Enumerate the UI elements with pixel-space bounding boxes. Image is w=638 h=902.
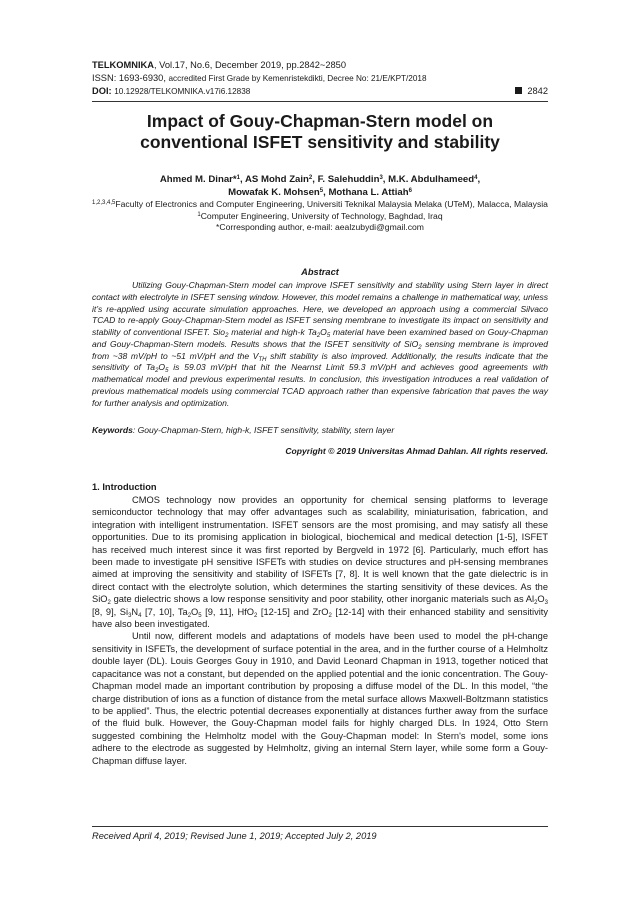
abstract-text-8: is 59.03 mV/pH that hit the Nearnst Limit 59.3 mV/pH and achieves good agreements with mathematical model and previous experimental results. In conclusion, this investigation introduces a real validation of previous mathematical models using commercial TCAD approach rather than expensive fabrication that paves the way for further analysis and optimization.	[92, 362, 548, 408]
author-2-affil: 2	[308, 175, 313, 181]
journal-citation-line	[92, 59, 548, 72]
abstract-body	[92, 280, 548, 409]
author-1-affil: 1	[236, 175, 240, 181]
paragraph: Until now, different models and adaptations of models have been used to model the pH-change sensitivity in ISFETs, the development of surface potential in the area, and in the further course of a Helmholtz double layer (DL). Louis Georges Gouy in 1910, and David Leonard Chapman in 1913, together noticed that capacitance was not a constant, but depended on the applied potential and the ionic concentration. The Gouy-Chapman model made an important contribution by proposing a diffuse model of the DL. In this model, “the charge distribution of ions as a function of distance from the metal surface allows Maxwell-Boltzmann statistics to be applied”. Thus, the electric potential decreases exponentially at distances further away from the surface of the fluid bulk. However, the Gouy-Chapman model fails for highly charged DLs. In 1924, Otto Stern suggested combining the Helmholtz model with the Gouy-Chapman model: In Stern's model, some ions adhere to the electrode as suggested by Helmholtz, giving an internal Stern layer, while some form a Gouy-Chapman diffuse layer.	[92, 631, 548, 766]
page-number-text: 2842	[527, 86, 548, 96]
author-5: Mowafak K. Mohsen	[228, 187, 320, 198]
paper-title: Impact of Gouy-Chapman-Stern model on conventional ISFET sensitivity and stability	[140, 111, 500, 152]
chemical-subscript: 5	[198, 612, 202, 619]
author-5-affil: 5	[319, 188, 324, 194]
abstract-subscript: 2	[155, 368, 159, 375]
page-number	[515, 85, 548, 98]
paragraph-text: N	[131, 606, 139, 617]
issn: ISSN: 1693-6930,	[92, 73, 169, 83]
issn-line	[92, 72, 548, 85]
chemical-subscript: 3	[544, 600, 548, 607]
abstract-heading: Abstract	[301, 267, 339, 277]
affiliation-1	[92, 199, 548, 211]
doi: 10.12928/TELKOMNIKA.v17i6.12838	[114, 87, 251, 96]
affiliations	[92, 199, 548, 234]
section-heading: 1. Introduction	[92, 482, 157, 492]
received-dates: Received April 4, 2019; Revised June 1, 2019; Accepted July 2, 2019	[92, 831, 377, 841]
doi-line	[92, 85, 548, 98]
abstract-text-3: O	[320, 327, 327, 337]
affiliation-1-marker: 1,2,3,4,5	[92, 200, 116, 206]
author-3: , F. Salehuddin	[312, 174, 380, 185]
copyright-notice: Copyright © 2019 Universitas Ahmad Dahlan. All rights reserved.	[285, 446, 548, 456]
chemical-subscript: 2	[534, 600, 538, 607]
chemical-subscript: 4	[138, 612, 142, 619]
paragraph-text: [9, 11], HfO	[201, 606, 254, 617]
paragraph-text: O	[191, 606, 199, 617]
abstract-subscript: TH	[258, 356, 267, 363]
paragraph-text: [7, 10], Ta	[141, 606, 188, 617]
author-6-affil: 6	[408, 188, 412, 194]
footer-divider	[92, 826, 548, 827]
paragraph-text: O	[537, 594, 545, 605]
paragraph	[92, 494, 548, 630]
author-4: , M.K. Abdulhameed	[382, 174, 475, 185]
journal-volume: , Vol.17, No.6, December 2019, pp.2842~2850	[153, 60, 347, 70]
author-6: , Mothana L. Attiah	[323, 187, 409, 198]
keywords	[92, 425, 548, 435]
chemical-subscript: 3	[128, 612, 132, 619]
author-2: , AS Mohd Zain	[239, 174, 309, 185]
author-separator: ,	[477, 174, 481, 185]
header-divider	[92, 101, 548, 102]
doi-label: DOI:	[92, 86, 115, 96]
abstract-subscript: 2	[316, 333, 321, 339]
accreditation: accredited First Grade by Kemenristekdikti, Decree No: 21/E/KPT/2018	[168, 74, 427, 83]
affiliation-2	[92, 211, 548, 223]
chemical-subscript: 2	[187, 612, 192, 619]
journal-header	[92, 59, 548, 98]
abstract-text-5: sensing membrane is improved from ~38 mV/pH to ~51 mV/pH and the V	[92, 338, 548, 361]
author-1: Ahmed M. Dinar*	[159, 174, 237, 185]
paragraph-text: gate dielectric shows a low response sensitivity and poor stability, other inorganic materials such as Al	[110, 594, 535, 605]
section-body	[92, 494, 548, 767]
abstract-text-7: O	[158, 362, 166, 373]
keywords-text: : Gouy-Chapman-Stern, high-k, ISFET sensitivity, stability, stern layer	[132, 425, 395, 435]
paragraph-text: [8, 9], Si	[92, 606, 129, 617]
abstract-text-1: Utilizing Gouy-Chapman-Stern model can improve ISFET sensitivity and stability using Stern layer in direct contact with electrolyte in ISFET sensing window. However, this model remains a challenge in mathematical way, unless it’s re-applied using accurate simulation approaches. Here, we developed an approach using a commercial Silvaco TCAD to re-apply Gouy-Chapman-Stern model as ISFET sensing membrane to investigate its impact on sensitivity and stability of conventional ISFET. Sio	[92, 280, 548, 337]
abstract-text-6: shift stability is also improved. Additionally, the results indicate that the sensitivity of Ta	[92, 350, 548, 373]
paragraph-text: CMOS technology now provides an opportunity for chemical sensing platforms to leverage semiconductor technology that may offer advantages such as scalability, miniaturisation, fabrication, and integration with intelligent instrumentation. ISFET sensors are the most promising, and may satisfy all these opportunities. Due to its promising application in biological, biochemical and medical detection [1-5], ISFET has received much interest since it was first reported by Bergveld in 1972 [6]. Particularly, much effort has been made to investigate pH sensitive ISFETs with studies on device structures and pH-sensing membranes aimed at improving the sensitivity and stability of ISFETs [7, 8]. It is well known that the gate dielectric is in direct contact with the electrolyte solution, which determines the starting sensitivity of these devices. As the SiO	[92, 495, 548, 605]
abstract-subscript: 2	[418, 344, 422, 351]
paragraph-text: [12-15] and ZrO	[257, 606, 329, 617]
abstract-text-4: material have been examined based on Gouy-Chapman and Gouy-Chapman-Stern models. Results shows that the ISFET sensitivity of SiO	[92, 327, 549, 349]
affiliation-2-marker: 1	[197, 211, 201, 218]
abstract-subscript: 5	[165, 368, 169, 375]
chemical-subscript: 2	[254, 612, 258, 619]
affiliation-1-text: Faculty of Electronics and Computer Engineering, Universiti Teknikal Malaysia Melaka (UTeM), Malacca, Malaysia	[115, 199, 548, 209]
author-4-affil: 4	[474, 175, 478, 181]
abstract-text-2: material and high-k Ta	[228, 327, 317, 337]
chemical-subscript: 2	[328, 612, 332, 619]
chemical-subscript: 2	[107, 600, 111, 607]
square-bullet-icon	[515, 87, 522, 94]
abstract-subscript: 5	[326, 333, 331, 339]
abstract-subscript: 2	[225, 333, 229, 339]
paragraph-text: [12-14] with their enhanced stability and sensitivity have also been investigated.	[92, 606, 549, 630]
author-list	[92, 173, 548, 199]
keywords-label: Keywords	[92, 425, 133, 435]
journal-name: TELKOMNIKA	[92, 60, 154, 70]
affiliation-2-text: Computer Engineering, University of Technology, Baghdad, Iraq	[200, 210, 443, 221]
corresponding-author: *Corresponding author, e-mail: aealzubydi@gmail.com	[216, 222, 424, 233]
author-3-affil: 3	[379, 175, 383, 181]
